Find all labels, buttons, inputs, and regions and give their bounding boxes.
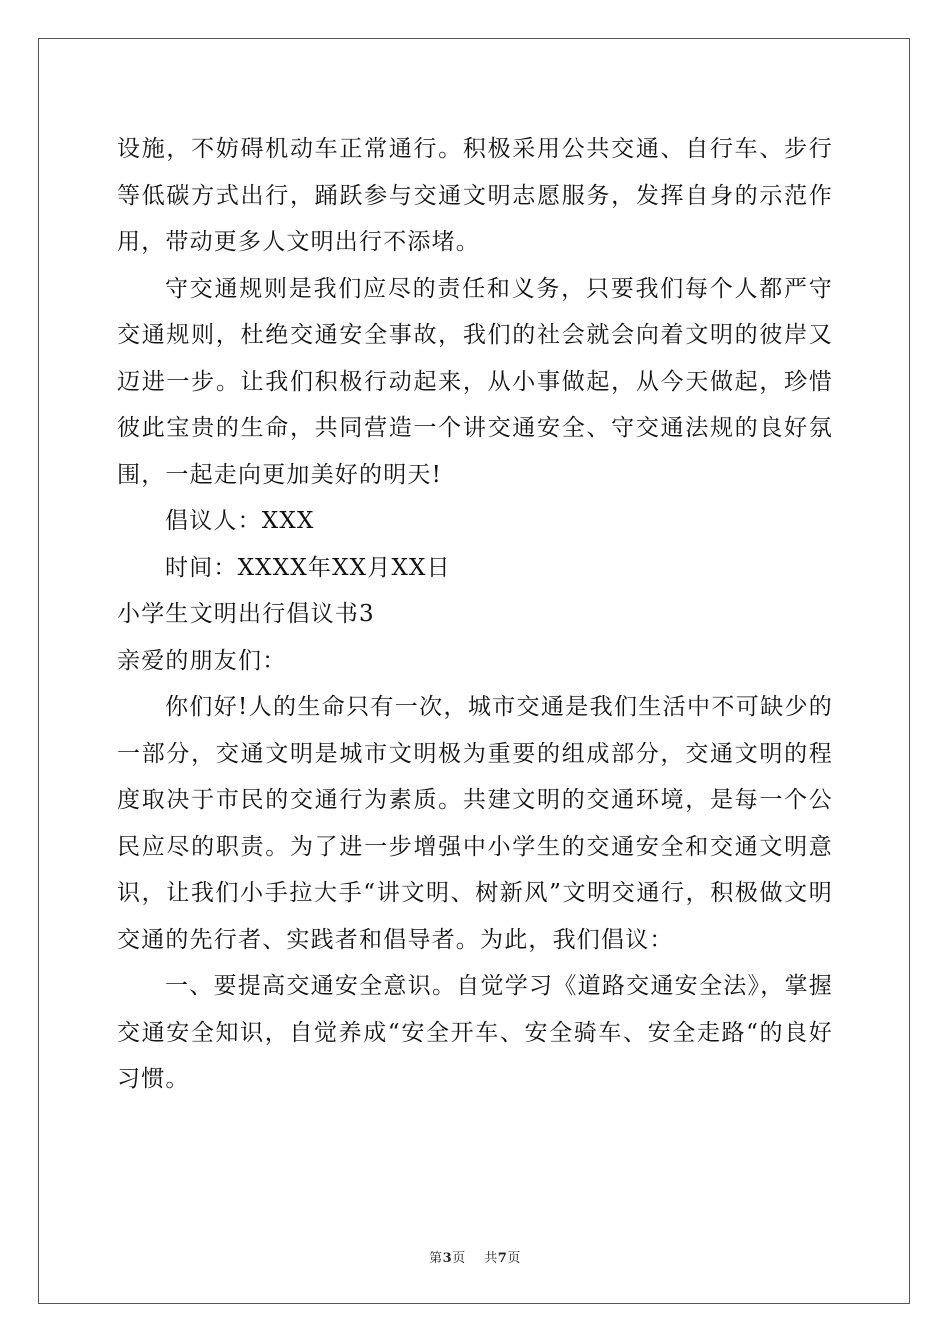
paragraph-traffic-rules: 守交通规则是我们应尽的责任和义务，只要我们每个人都严守交通规则，杜绝交通安全事故，我们的社会就会向着文明的彼岸又迈进一步。让我们积极行动起来，从小事做起，从今天做起，珍惜彼此宝贵的生命，共同营造一个讲交通安全、守交通法规的良好氛围，一起走向更加美好的明天! <box>117 275 833 488</box>
date-line: 时间：XXXX年XX月XX日 <box>165 554 451 581</box>
page-number-suffix: 页 <box>452 1251 466 1266</box>
paragraph-continuation: 设施，不妨碍机动车正常通行。积极采用公共交通、自行车、步行等低碳方式出行，踊跃参与交通文明志愿服务，发挥自身的示范作用，带动更多人文明出行不添堵。 <box>117 136 833 255</box>
total-pages-suffix: 页 <box>507 1251 521 1266</box>
proposer-line: 倡议人：XXX <box>165 508 315 534</box>
paragraph-proposal-one: 一、要提高交通安全意识。自觉学习《道路交通安全法》，掌握交通安全知识，自觉养成“安全开车、安全骑车、安全走路“的良好习惯。 <box>117 973 833 1092</box>
page-number-prefix: 第 <box>429 1251 443 1266</box>
section-title: 小学生文明出行倡议书3 <box>117 601 375 627</box>
document-body <box>117 126 833 1103</box>
total-pages-number: 7 <box>497 1251 508 1266</box>
page-footer <box>0 1247 950 1266</box>
current-page-number: 3 <box>442 1251 453 1266</box>
total-pages-prefix: 共 <box>484 1251 498 1266</box>
salutation: 亲爱的朋友们： <box>117 647 287 674</box>
paragraph-intro: 你们好!人的生命只有一次，城市交通是我们生活中不可缺少的一部分，交通文明是城市文明极为重要的组成部分，交通文明的程度取决于市民的交通行为素质。共建文明的交通环境，是每一个公民应尽的职责。为了进一步增强中小学生的交通安全和交通文明意识，让我们小手拉大手“讲文明、树新风”文明交通行，积极做文明交通的先行者、实践者和倡导者。为此，我们倡议： <box>117 694 833 953</box>
